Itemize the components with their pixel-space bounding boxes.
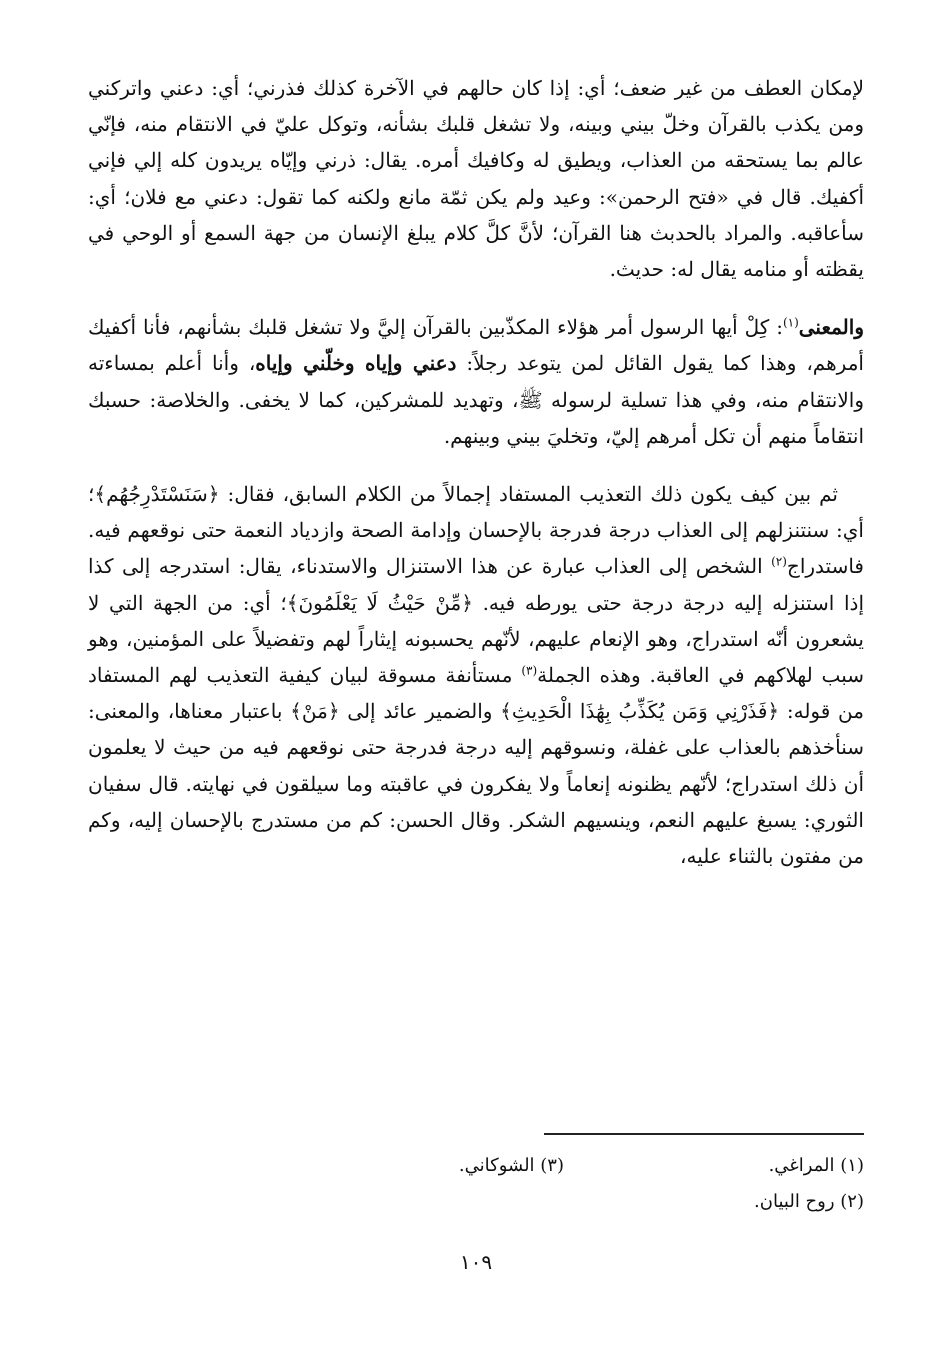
footnote-row: [88, 1148, 864, 1184]
footnote-marker-3: (٣): [521, 663, 538, 678]
paragraph-2-text: : كِلْ أيها الرسول أمر هؤلاء المكذّبين بالقرآن إليَّ ولا تشغل قلبك بشأنهم، فأنا أكفيك أمرهم، وهذا كما يقول القائل لمن يتوعد رجلاً:: [88, 315, 864, 376]
paragraph-2: [88, 309, 864, 454]
paragraph-3-part-c: مستأنفة مسوقة لبيان كيفية التعذيب لهم المستفاد من قوله: ﴿فَذَرْنِي وَمَن يُكَذِّبُ بِهَٰذَا الْحَدِيثِ﴾ والضمير عائد إلى ﴿مَنْ﴾ باعتبار معناها، والمعنى: سنأخذهم بالعذاب على غفلة، ونسوقهم إليه درجة فدرجة حتى نوقعهم فيه من حيث لا يعلمون أن ذلك استدراج؛ لأنّهم يظنونه إنعاماً ولا يفكرون في عاقبته وما سيلقون في نهايته. قال سفيان الثوري: يسبغ عليهم النعم، وينسيهم الشكر. وقال الحسن: كم من مستدرج بالإحسان إليه، وكم من مفتون بالثناء عليه،: [88, 663, 865, 869]
footnote-row: [88, 1184, 864, 1220]
paragraph-2-quote: دعني وإياه وخلّني وإياه: [255, 351, 457, 376]
footnote-3: (٣) الشوكاني.: [458, 1155, 564, 1176]
footnotes: [88, 1148, 864, 1220]
paragraph-1-text: لإمكان العطف من غير ضعف؛ أي: إذا كان حالهم في الآخرة كذلك فذرني؛ أي: دعني واتركني ومن يكذب بالقرآن وخلّ بيني وبينه، ولا تشغل قلبك بشأنه، وتوكل عليّ في الانتقام منه، فإنّي عالم بما يستحقه من العذاب، ويطيق له وكافيك أمره. يقال: ذرني وإيّاه يريدون كله إلي فإني أكفيك. قال في «فتح الرحمن»: وعيد ولم يكن ثمّة مانع ولكنه كما تقول: دعني مع فلان؛ أي: سأعاقبه. والمراد بالحدبث هنا القرآن؛ لأنَّ كلَّ كلام يبلغ الإنسان من جهة السمع أو الوحي في يقظته أو منامه يقال له: حديث.: [88, 76, 864, 282]
paragraph-2-rest: ، وأنا أعلم بمساءته والانتقام منه، وفي هذا تسلية لرسوله ﷺ، وتهديد للمشركين، كما لا يخفى. والخلاصة: حسبك انتقاماً منهم أن تكل أمرهم إليّ، وتخليَ بيني وبينهم.: [88, 351, 864, 448]
paragraph-3: [88, 476, 864, 874]
paragraph-2-lead: والمعنى: [798, 315, 864, 340]
footnote-1: (١) المراغي.: [768, 1155, 864, 1176]
footnote-2: (٢) روح البيان.: [754, 1191, 864, 1212]
paragraph-3-part-b: الشخص إلى العذاب عبارة عن هذا الاستنزال والاستدناء، يقال: استدرجه إلى كذا إذا استنزله إليه درجة درجة حتى يورطه فيه. ﴿مِّنْ حَيْثُ لَا يَعْلَمُونَ﴾؛ أي: من الجهة التي لا يشعرون أنّه استدراج، وهو الإنعام عليهم، لأنّهم يحسبونه إيثاراً لهم وتفضيلاً على المؤمنين، وهو سبب لهلاكهم في العاقبة. وهذه الجملة: [88, 554, 864, 688]
paragraph-3-part-a: ثم بين كيف يكون ذلك التعذيب المستفاد إجمالاً من الكلام السابق، فقال: ﴿سَنَسْتَدْرِجُهُم﴾؛ أي: سنتنزلهم إلى العذاب درجة فدرجة بالإحسان وإدامة الصحة وازدياد النعمة حتى نوقعهم فيه. فاستدراج: [88, 482, 864, 579]
main-text: [88, 70, 864, 874]
paragraph-1: [88, 70, 864, 287]
footnote-marker-2: (٢): [771, 554, 787, 569]
footnote-divider: [544, 1133, 864, 1135]
footnote-marker-1: (١): [782, 315, 799, 330]
page-number: ١٠٩: [459, 1250, 493, 1274]
